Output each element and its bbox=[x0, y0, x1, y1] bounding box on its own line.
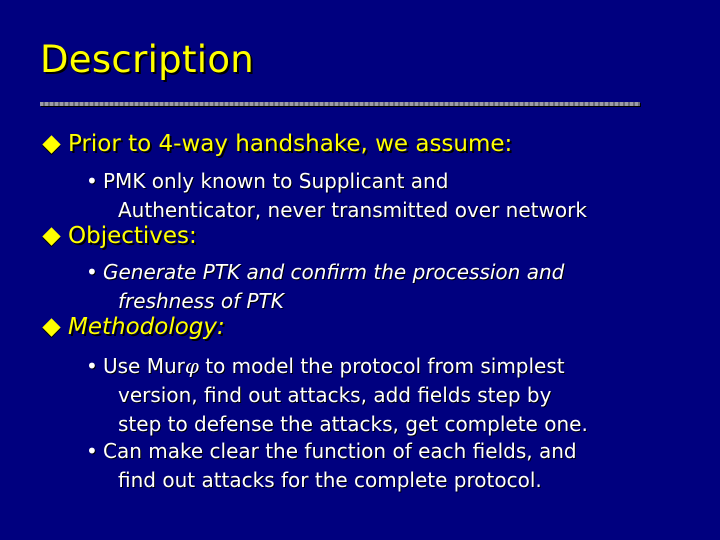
point-line: Generate PTK and confirm the procession and bbox=[103, 260, 565, 284]
point-clear-function bbox=[86, 437, 577, 495]
title-divider bbox=[40, 102, 640, 106]
dot-bullet-icon: • bbox=[86, 439, 98, 463]
heading-text: Objectives: bbox=[68, 223, 197, 249]
point-line: version, find out attacks, add fields step by bbox=[118, 383, 552, 407]
heading-methodology bbox=[40, 314, 225, 340]
diamond-bullet-icon bbox=[42, 135, 60, 153]
murphi-symbol: φ bbox=[184, 354, 199, 378]
heading-objectives bbox=[40, 223, 197, 249]
diamond-bullet-icon bbox=[42, 227, 60, 245]
point-text: to model the protocol from simplest bbox=[198, 354, 565, 378]
point-line: Can make clear the function of each fields, and bbox=[103, 439, 577, 463]
point-line: step to defense the attacks, get complete one. bbox=[118, 412, 588, 436]
point-line bbox=[103, 352, 588, 381]
heading-text: Methodology: bbox=[68, 314, 225, 340]
dot-bullet-icon: • bbox=[86, 169, 98, 193]
point-line: PMK only known to Supplicant and bbox=[103, 169, 449, 193]
point-line: Authenticator, never transmitted over network bbox=[118, 198, 587, 222]
point-use-murphi bbox=[86, 352, 588, 439]
dot-bullet-icon: • bbox=[86, 354, 98, 378]
point-line: freshness of PTK bbox=[118, 289, 284, 313]
slide-title: Description bbox=[40, 38, 255, 81]
heading-text: Prior to 4-way handshake, we assume: bbox=[68, 131, 513, 157]
diamond-bullet-icon bbox=[42, 318, 60, 336]
point-text: Use Mur bbox=[103, 354, 185, 378]
heading-prior-assumptions bbox=[40, 131, 512, 157]
point-pmk bbox=[86, 167, 587, 225]
point-generate-ptk bbox=[86, 258, 565, 316]
point-line: find out attacks for the complete protocol. bbox=[118, 468, 542, 492]
dot-bullet-icon: • bbox=[86, 260, 98, 284]
